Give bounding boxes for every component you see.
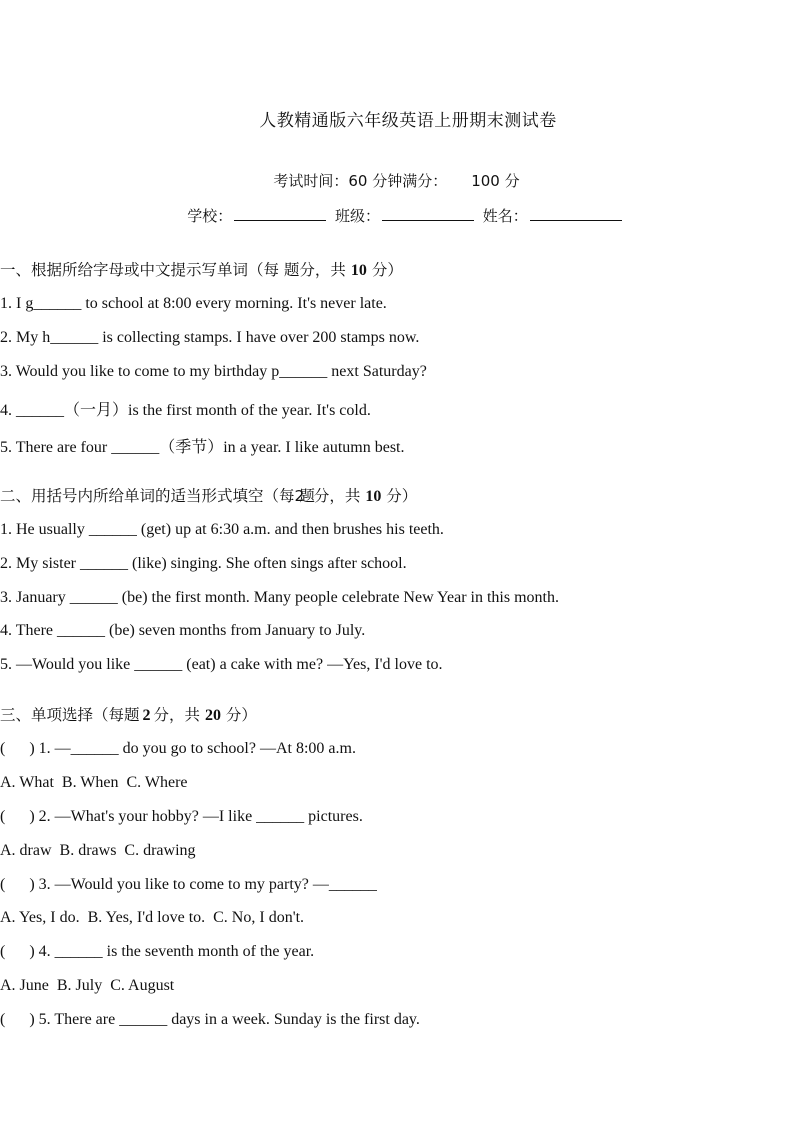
section-2-per-question: 2题 <box>294 487 310 505</box>
school-blank[interactable] <box>234 206 326 221</box>
section-1-item: 2. My h______ is collecting stamps. I have over 200 stamps now. <box>0 329 420 346</box>
section-1-item: 5. There are four ______（季节）in a year. I like autumn best. <box>0 439 405 456</box>
class-blank[interactable] <box>382 206 474 221</box>
section-2-item: 4. There ______ (be) seven months from January to July. <box>0 622 366 639</box>
section-3-options: A. draw B. draws C. drawing <box>0 842 196 859</box>
section-3-heading-mid: 分，共 <box>153 706 201 724</box>
section-2-heading-mid: 分，共 <box>313 487 361 505</box>
section-1-heading <box>0 258 403 280</box>
section-3-options: A. June B. July C. August <box>0 977 175 994</box>
section-3-options: A. What B. When C. Where <box>0 774 188 791</box>
section-2-heading-suffix: 分） <box>386 487 418 505</box>
name-blank[interactable] <box>530 206 622 221</box>
class-label: 班级： <box>334 207 380 225</box>
section-3-question: ( ) 5. There are ______ days in a week. Sunday is the first day. <box>0 1011 420 1028</box>
section-1-item: 3. Would you like to come to my birthday p______ next Saturday? <box>0 363 427 380</box>
student-info-line <box>10 205 793 226</box>
school-label: 学校： <box>187 207 233 225</box>
section-3-heading-suffix: 分） <box>225 706 257 724</box>
page-title: 人教精通版六年级英语上册期末测试卷 <box>259 111 557 131</box>
section-3-points: 20 <box>204 707 221 724</box>
section-2-points: 10 <box>365 488 382 505</box>
section-3-heading <box>0 703 257 725</box>
section-3-question: ( ) 2. —What's your hobby? —I like ______ pictures. <box>0 808 363 825</box>
section-3-question: ( ) 1. —______ do you go to school? —At 8:00 a.m. <box>0 740 356 757</box>
full-score: 100 分 <box>471 172 520 190</box>
section-3-heading-text: 三、单项选择（每题 <box>0 706 140 724</box>
section-2-item: 1. He usually ______ (get) up at 6:30 a.m. and then brushes his teeth. <box>0 521 444 538</box>
section-2-item: 2. My sister ______ (like) singing. She often sings after school. <box>0 555 407 572</box>
section-1-heading-text: 一、根据所给字母或中文提示写单词（每 题分，共 <box>0 261 346 279</box>
section-2-item: 3. January ______ (be) the first month. Many people celebrate New Year in this month. <box>0 589 559 606</box>
name-label: 姓名： <box>482 207 528 225</box>
exam-time-line <box>0 170 793 191</box>
section-3-per-question: 2 <box>142 707 151 724</box>
section-1-item: 1. I g______ to school at 8:00 every morning. It's never late. <box>0 295 387 312</box>
section-2-heading-text: 二、用括号内所给单词的适当形式填空（每 <box>0 487 295 505</box>
section-3-question: ( ) 3. —Would you like to come to my party? —______ <box>0 876 377 893</box>
section-2-item: 5. —Would you like ______ (eat) a cake with me? —Yes, I'd love to. <box>0 656 443 673</box>
section-1-item: 4. ______（一月）is the first month of the year. It's cold. <box>0 402 371 419</box>
section-3-options: A. Yes, I do. B. Yes, I'd love to. C. No, I don't. <box>0 909 305 926</box>
time-label: 考试时间：60 分钟满分： <box>273 172 448 190</box>
section-2-heading <box>0 484 417 506</box>
section-1-points: 10 <box>350 262 367 279</box>
section-1-heading-suffix: 分） <box>371 261 403 279</box>
section-3-question: ( ) 4. ______ is the seventh month of the year. <box>0 943 315 960</box>
